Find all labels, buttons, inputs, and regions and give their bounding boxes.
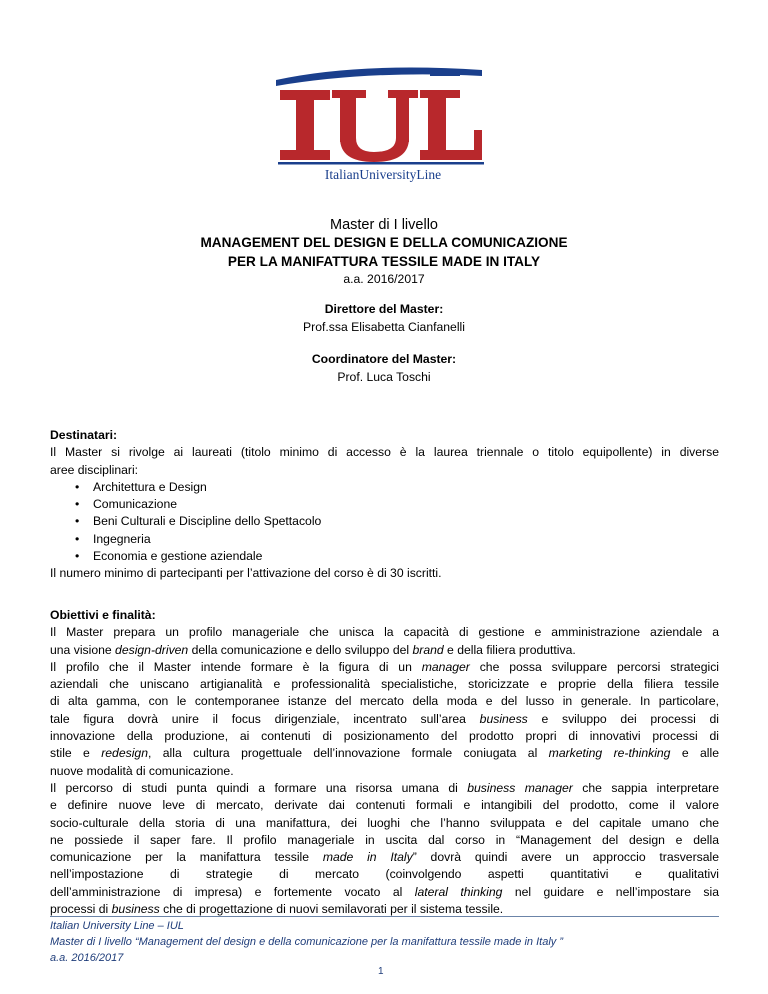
paragraph-line: nuove modalità di comunicazione.: [50, 763, 234, 778]
obiettivi-section: [50, 607, 719, 918]
paragraph-line: e definire nuove leve di mercato, derivate dai contenuti formali e intangibili del prodotto, come il valore: [50, 798, 719, 813]
bullet-icon: •: [75, 514, 80, 529]
footer-institution: Italian University Line – IUL: [50, 920, 184, 932]
paragraph-line: di alta gamma, con le contemporanee istanze del mercato della moda e del lusso in generale. In particolare,: [50, 694, 719, 709]
paragraph-line: processi di business che di progettazione di nuovi semilavorati per il sistema tessile.: [50, 902, 504, 917]
coordinator-label: Coordinatore del Master:: [311, 352, 457, 366]
director-label: Direttore del Master:: [324, 302, 444, 316]
master-level: Master di I livello: [330, 217, 438, 233]
paragraph-line: una visione design-driven della comunicazione e dello sviluppo del brand e della filiera produttiva.: [50, 642, 576, 657]
paragraph-line: Il Master prepara un profilo manageriale che unisca la capacità di gestione e amministrazione aziendale a: [50, 625, 719, 640]
footer-year: a.a. 2016/2017: [50, 952, 124, 964]
bullet-icon: •: [75, 531, 80, 546]
iul-logo: [270, 58, 496, 184]
destinatari-intro: aree disciplinari:: [50, 462, 139, 477]
footer-divider: [50, 916, 719, 917]
footer-master-title: Master di I livello “Management del design e della comunicazione per la manifattura tessile made in Italy ”: [50, 936, 563, 948]
paragraph-line: dell’amministrazione di impresa) e fortemente vocato al lateral thinking nel guidare e nell’impostare sia: [50, 884, 720, 899]
paragraph-line: comunicazione per la manifattura tessile made in Italy” dovrà quindi avere un approccio trasversale: [50, 850, 719, 865]
discipline-list: [50, 479, 719, 565]
paragraph-line: Il profilo che il Master intende formare è la figura di un manager che possa sviluppare percorsi strategici: [50, 659, 719, 674]
bullet-icon: •: [75, 497, 80, 512]
list-item: • Beni Culturali e Discipline dello Spettacolo: [50, 513, 719, 530]
paragraph-line: nell’impostazione di strategie di mercato (coinvolgendo aspetti quantitativi e qualitativi: [50, 867, 719, 882]
paragraph-line: Il percorso di studi punta quindi a formare una risorsa umana di business manager che sappia interpretare: [50, 780, 720, 795]
list-item: • Comunicazione: [50, 496, 719, 513]
list-item: • Architettura e Design: [50, 479, 719, 496]
destinatari-intro: Il Master si rivolge ai laureati (titolo minimo di accesso è la laurea triennale o titolo equipollente) in diverse: [50, 445, 719, 460]
master-title-line2: PER LA MANIFATTURA TESSILE MADE IN ITALY: [227, 254, 541, 269]
paragraph-line: ne possiede il saper fare. Il profilo manageriale in uscita dal corso in “Management del design e della: [50, 832, 719, 847]
academic-year: a.a. 2016/2017: [343, 272, 425, 286]
obiettivi-heading: Obiettivi e finalità:: [50, 608, 156, 622]
paragraph-line: aziendali che uniscano artigianalità e professionalità specialistiche, storicizzate e proprie della filiera tessile: [50, 677, 719, 692]
page-footer: [50, 918, 719, 966]
list-item: • Economia e gestione aziendale: [50, 548, 719, 565]
paragraph-line: socio-culturale della storia di una manifattura, dei luoghi che l’hanno sviluppata e del capitale umano che: [50, 815, 719, 830]
logo-tagline: ItalianUniversityLine: [324, 167, 442, 182]
bullet-icon: •: [75, 479, 80, 494]
destinatari-section: [50, 427, 719, 583]
director-name: Prof.ssa Elisabetta Cianfanelli: [303, 320, 465, 334]
bullet-icon: •: [75, 549, 80, 564]
master-title-line1: MANAGEMENT DEL DESIGN E DELLA COMUNICAZIONE: [200, 235, 568, 250]
paragraph-line: tale figura dovrà unire il focus dirigenziale, incentrato sull’area business e sviluppo dei processi di: [50, 711, 719, 726]
paragraph-line: innovazione della produzione, ai contenuti di posizionamento del prodotto propri di innovativi processi di: [50, 729, 719, 744]
destinatari-outro: Il numero minimo di partecipanti per l’attivazione del corso è di 30 iscritti.: [50, 566, 442, 581]
coordinator-name: Prof. Luca Toschi: [337, 370, 431, 384]
destinatari-heading: Destinatari:: [50, 428, 118, 442]
paragraph-line: stile e redesign, alla cultura progettuale dell’innovazione formale coniugata al marketing re-thinking e alle: [50, 746, 719, 761]
list-item: • Ingegneria: [50, 531, 719, 548]
page-number: 1: [378, 966, 384, 977]
